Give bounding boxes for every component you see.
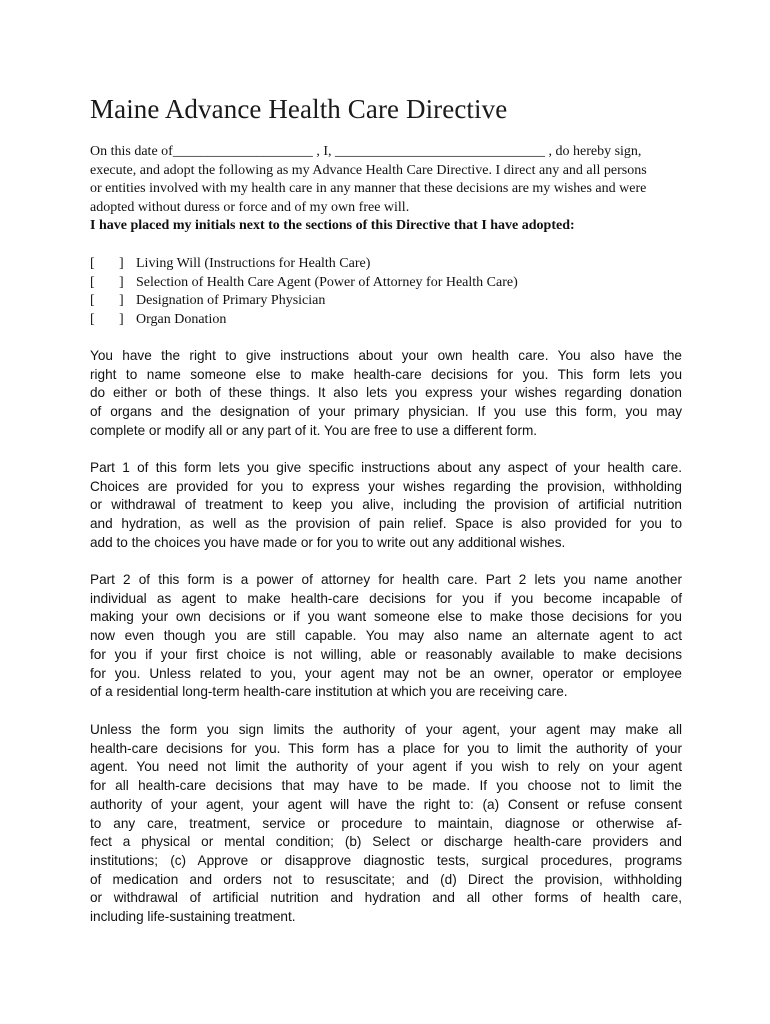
checklist-item-primary-physician bbox=[90, 292, 518, 311]
paragraph-line: Choices are provided for you to express your wishes regarding the provision, withholding bbox=[90, 478, 682, 494]
paragraph-line: including life-sustaining treatment. bbox=[90, 909, 296, 925]
paragraph-line: making your own decisions or if you want someone else to make those decisions for you bbox=[90, 609, 682, 625]
paragraph-line: for all health-care decisions that may have to be made. If you choose not to limit the bbox=[90, 778, 682, 794]
paragraph-line: add to the choices you have made or for you to write out any additional wishes. bbox=[90, 534, 566, 550]
initials-box[interactable]: [ ] bbox=[90, 312, 124, 328]
checklist-item-label: Selection of Health Care Agent (Power of Attorney for Health Care) bbox=[136, 274, 518, 290]
paragraph-line: Part 1 of this form lets you give specific instructions about any aspect of your health care. bbox=[90, 460, 682, 475]
checklist-item-health-care-agent bbox=[90, 274, 518, 293]
paragraph-line: and hydration, as well as the provision of pain relief. Space is also provided for you to bbox=[90, 516, 682, 532]
paragraph-line: agent. You need not limit the authority of your agent if you wish to rely on your agent bbox=[90, 759, 682, 775]
paragraph-line: of medication and orders not to resuscitate; and (d) Direct the provision, withholding bbox=[90, 871, 682, 887]
paragraph-line: Unless the form you sign limits the authority of your agent, your agent may make all bbox=[90, 722, 682, 737]
paragraph-line: You have the right to give instructions about your own health care. You also have the bbox=[90, 348, 682, 363]
paragraph-line: authority of your agent, your agent will have the right to: (a) Consent or refuse consent bbox=[90, 796, 682, 812]
initials-box[interactable]: [ ] bbox=[90, 293, 124, 309]
intro-line: adopted without duress or force and of my own free will. bbox=[90, 199, 410, 215]
intro-line: or entities involved with my health care in any manner that these decisions are my wishes and were bbox=[90, 181, 647, 197]
agent-authority-paragraph bbox=[90, 721, 682, 927]
initials-box[interactable]: [ ] bbox=[90, 256, 124, 271]
intro-section bbox=[90, 143, 690, 236]
document-title: Maine Advance Health Care Directive bbox=[90, 94, 508, 124]
paragraph-line: now even though you are still capable. You may also name an alternate agent to act bbox=[90, 628, 682, 644]
paragraph-line: of organs and the designation of your primary physician. If you use this form, you may bbox=[90, 404, 682, 420]
intro-line: execute, and adopt the following as my Advance Health Care Directive. I direct any and all persons bbox=[90, 162, 647, 178]
paragraph-line: individual as agent to make health-care decisions for you if you become incapable of bbox=[90, 590, 682, 606]
paragraph-line: complete or modify all or any part of it. You are free to use a different form. bbox=[90, 422, 538, 438]
initials-box[interactable]: [ ] bbox=[90, 274, 124, 290]
checklist-item-label: Designation of Primary Physician bbox=[136, 293, 326, 309]
intro-line: On this date of____________________ , I, ______________________________ , do hereby sign, bbox=[90, 144, 642, 159]
paragraph-line: of a residential long-term health-care institution at which you are receiving care. bbox=[90, 684, 568, 700]
paragraph-line: institutions; (c) Approve or disapprove diagnostic tests, surgical procedures, programs bbox=[90, 852, 682, 868]
checklist-item-living-will bbox=[90, 255, 518, 274]
paragraph-line: health-care decisions for you. This form has a place for you to limit the authority of your bbox=[90, 740, 682, 756]
paragraph-line: right to name someone else to make health-care decisions for you. This form lets you bbox=[90, 366, 682, 382]
paragraph-line: fect a physical or mental condition; (b) Select or discharge health-care providers and bbox=[90, 834, 682, 850]
rights-paragraph bbox=[90, 347, 682, 441]
initials-instruction: I have placed my initials next to the sections of this Directive that I have adopted: bbox=[90, 218, 575, 234]
paragraph-line: for you. Unless related to you, your agent may not be an owner, operator or employee bbox=[90, 665, 682, 681]
checklist-item-label: Living Will (Instructions for Health Care) bbox=[136, 256, 371, 271]
part1-paragraph bbox=[90, 459, 682, 553]
section-checklist bbox=[90, 255, 518, 330]
paragraph-line: for you if your first choice is not willing, able or reasonably available to make decisions bbox=[90, 646, 682, 662]
part2-paragraph bbox=[90, 571, 682, 702]
paragraph-line: Part 2 of this form is a power of attorney for health care. Part 2 lets you name another bbox=[90, 572, 682, 587]
paragraph-line: do either or both of these things. It also lets you express your wishes regarding donation bbox=[90, 385, 682, 401]
paragraph-line: or withdrawal of treatment to keep you alive, including the provision of artificial nutrition bbox=[90, 497, 682, 513]
paragraph-line: or withdrawal of artificial nutrition and hydration and all other forms of health care, bbox=[90, 890, 682, 906]
paragraph-line: to any care, treatment, service or procedure to maintain, diagnose or otherwise af- bbox=[90, 815, 682, 831]
checklist-item-label: Organ Donation bbox=[136, 312, 227, 328]
checklist-item-organ-donation bbox=[90, 311, 518, 330]
